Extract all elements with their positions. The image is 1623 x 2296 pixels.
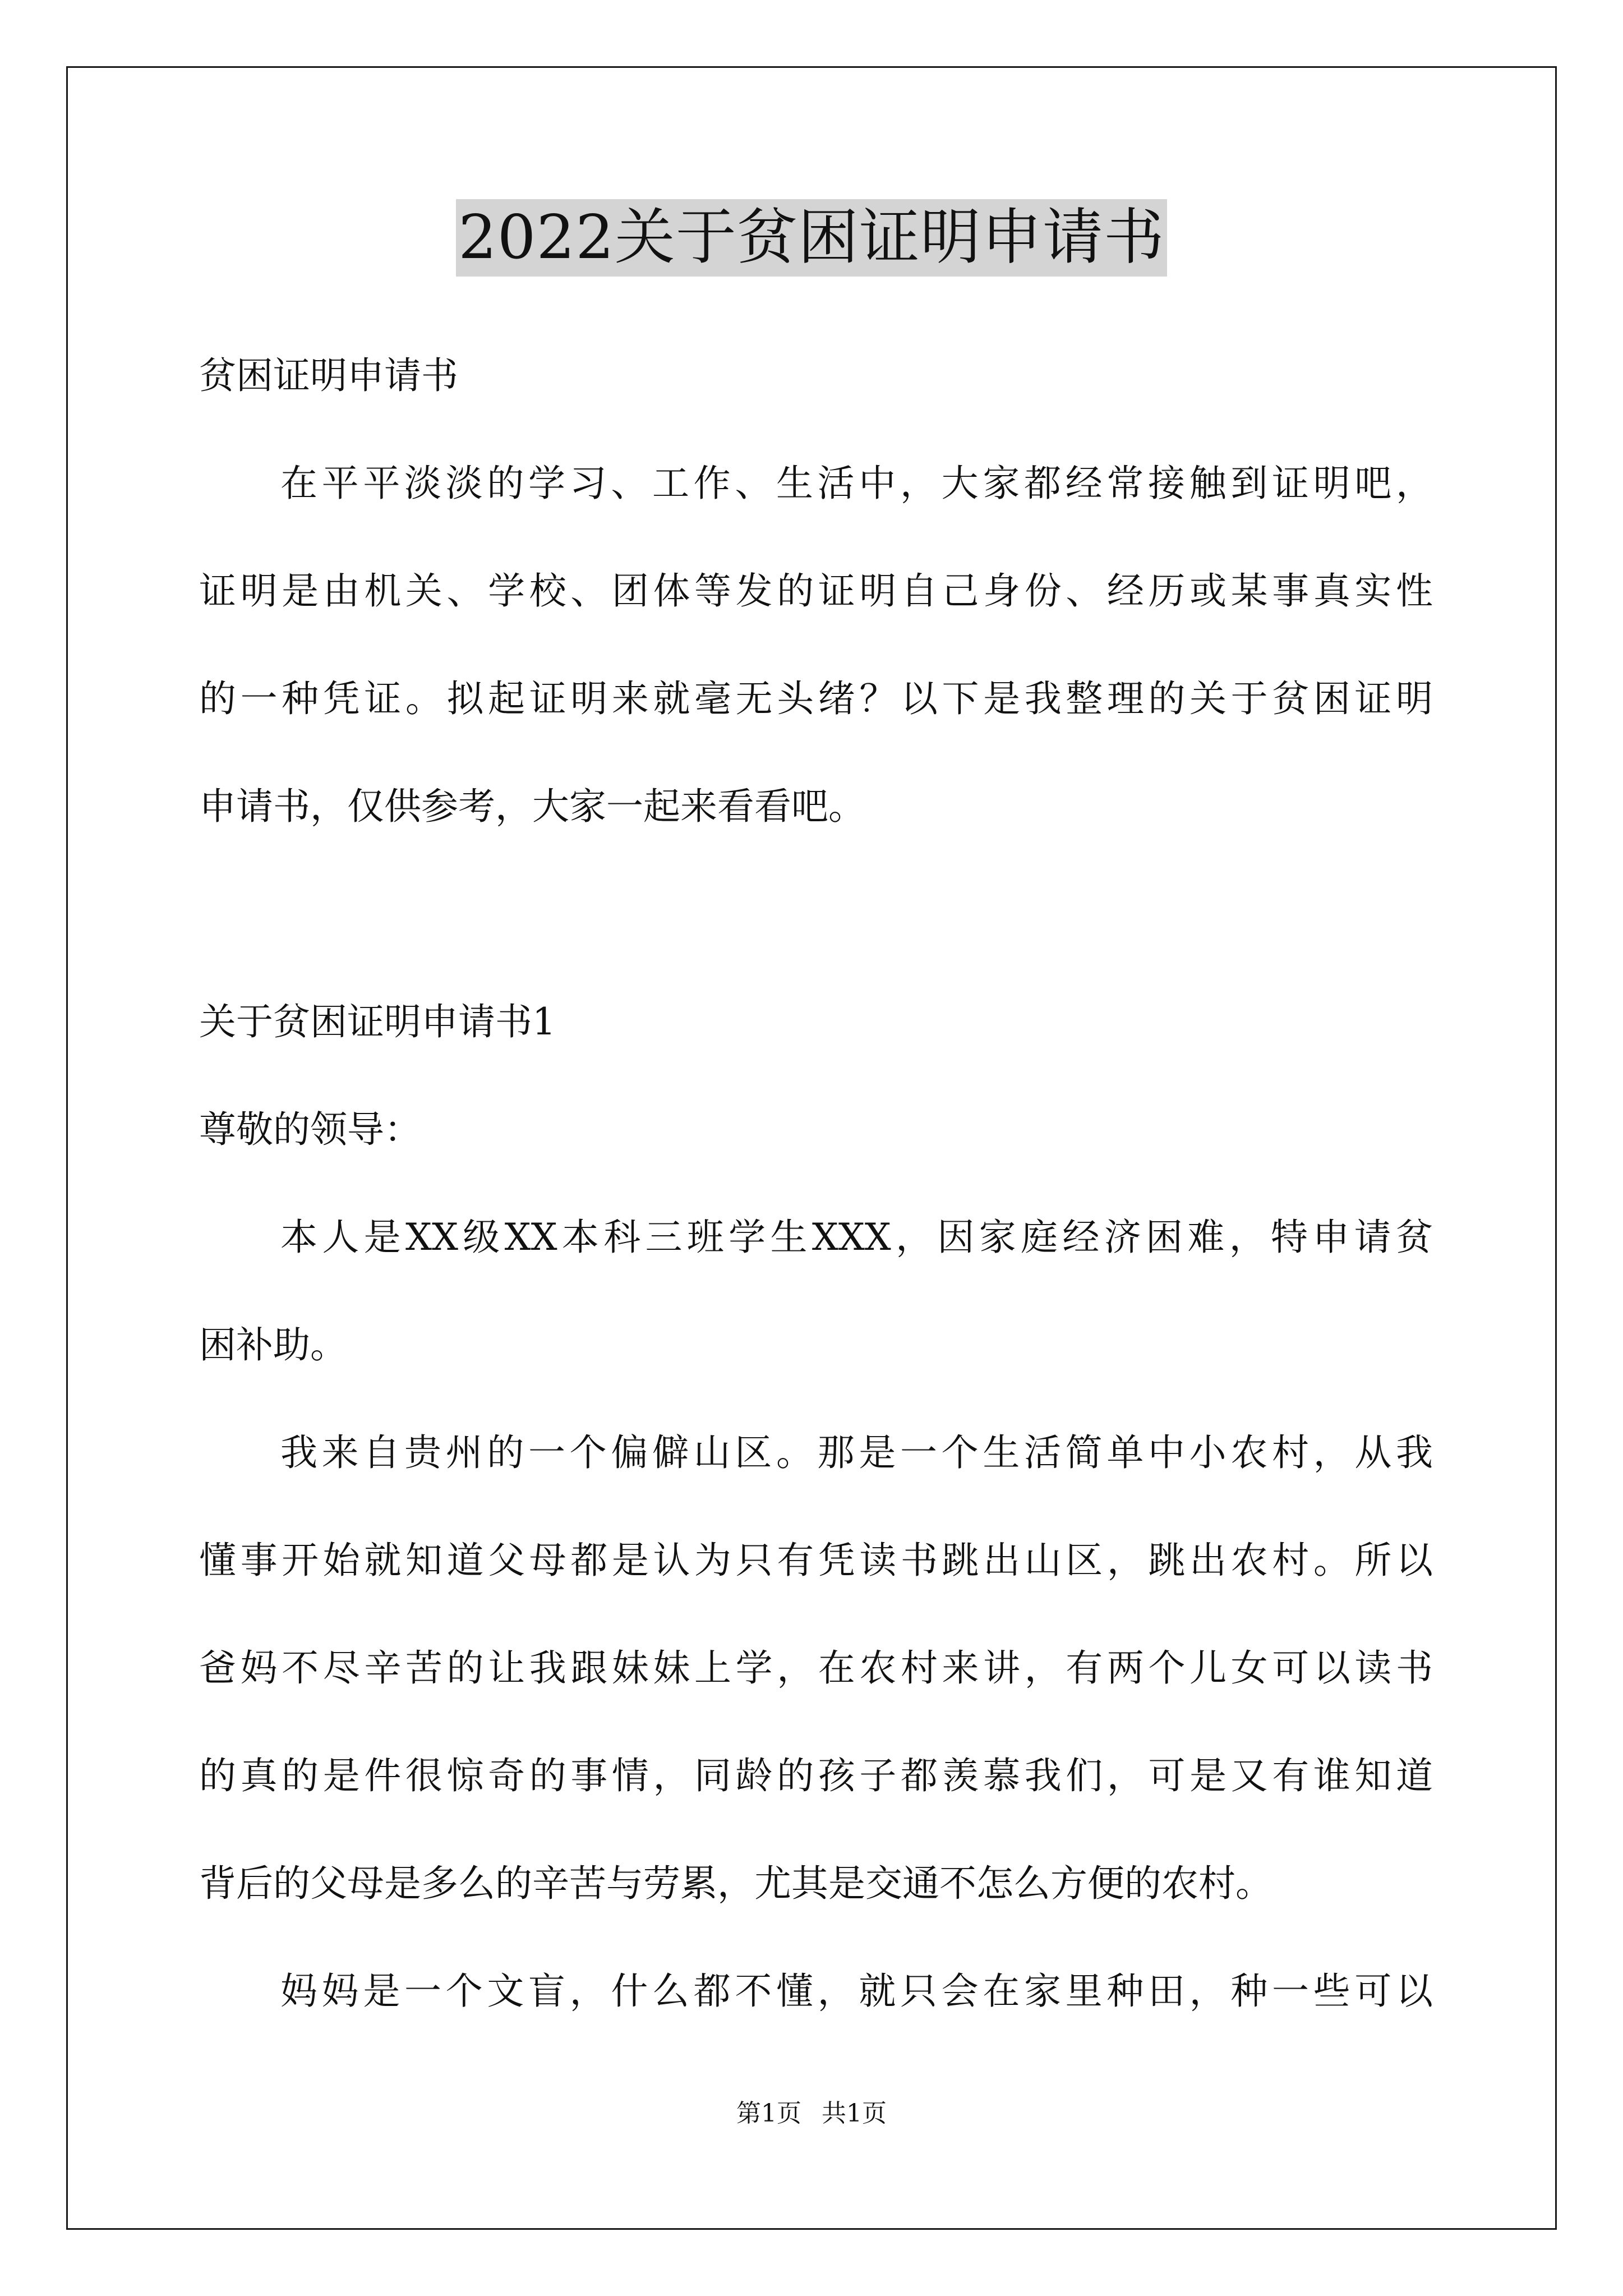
- document-title: 2022关于贫困证明申请书: [456, 199, 1167, 277]
- page-total: 共1页: [822, 2099, 887, 2128]
- paragraph-line: 的一种凭证。拟起证明来就毫无头绪？以下是我整理的关于贫困证明: [199, 677, 1433, 720]
- paragraph-line: 证明是由机关、学校、团体等发的证明自己身份、经历或某事真实性: [199, 569, 1433, 613]
- title-container: [0, 199, 1623, 277]
- paragraph-line: 我来自贵州的一个偏僻山区。那是一个生活简单中小农村，从我: [280, 1431, 1433, 1474]
- paragraph-line: 爸妈不尽辛苦的让我跟妹妹上学，在农村来讲，有两个儿女可以读书: [199, 1646, 1433, 1690]
- page-footer: [0, 2098, 1623, 2129]
- paragraph-line: 懂事开始就知道父母都是认为只有凭读书跳出山区，跳出农村。所以: [199, 1539, 1433, 1582]
- paragraph-line: 困补助。: [199, 1323, 347, 1366]
- page-number: 第1页: [736, 2099, 801, 2128]
- section-heading: 关于贫困证明申请书1: [199, 1000, 556, 1043]
- salutation: 尊敬的领导：: [199, 1108, 421, 1151]
- paragraph-line: 背后的父母是多么的辛苦与劳累，尤其是交通不怎么方便的农村。: [199, 1862, 1272, 1905]
- paragraph-line: 妈妈是一个文盲，什么都不懂，就只会在家里种田，种一些可以: [280, 1970, 1433, 2013]
- paragraph-line: 本人是XX级XX本科三班学生XXX，因家庭经济困难，特申请贫: [280, 1216, 1433, 1259]
- paragraph-line: 在平平淡淡的学习、工作、生活中，大家都经常接触到证明吧，: [280, 462, 1433, 505]
- paragraph-line: 的真的是件很惊奇的事情，同龄的孩子都羡慕我们，可是又有谁知道: [199, 1754, 1433, 1797]
- paragraph-line: 申请书，仅供参考，大家一起来看看吧。: [199, 785, 865, 828]
- section-heading: 贫困证明申请书: [199, 354, 458, 397]
